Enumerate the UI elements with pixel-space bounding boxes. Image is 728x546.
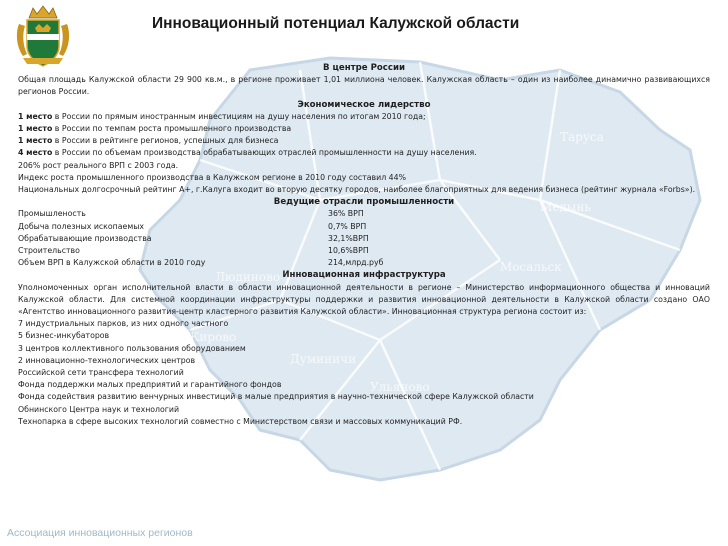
- infrastructure-item: Обнинского Центра наук и технологий: [18, 404, 180, 414]
- infrastructure-item: Технопарка в сфере высоких технологий совместно с Министерством связи и массовых коммуникаций РФ.: [18, 416, 463, 426]
- infrastructure-heading: Инновационная инфраструктура: [282, 270, 446, 281]
- map-label: Думиничи: [290, 352, 357, 366]
- infrastructure-item: 5 бизнес-инкубаторов: [18, 331, 110, 341]
- leadership-item: 1 место в России по темпам роста промышленного производства: [18, 124, 292, 134]
- industries-heading: Ведущие отрасли промышленности: [273, 197, 455, 208]
- coat-of-arms-icon: [13, 4, 73, 70]
- leadership-heading: Экономическое лидерство: [297, 99, 431, 110]
- vrp-growth: 206% рост реального ВРП с 2003 года.: [18, 160, 179, 170]
- industry-row: Строительство 10,6%ВРП: [18, 246, 369, 256]
- infrastructure-item: Фонда содействия развитию венчурных инвестиций в малые предприятия в научно-технической сфере Калужской области: [18, 392, 534, 402]
- map-label: Ульяново: [370, 380, 430, 394]
- industry-row: Добыча полезных ископаемых 0,7% ВРП: [18, 221, 367, 231]
- infrastructure-item: Фонда поддержки малых предприятий и гарантийного фондов: [18, 380, 282, 390]
- page-title: Инновационный потенциал Калужской области: [152, 15, 520, 32]
- map-label: Медынь: [540, 200, 591, 214]
- map-label: Мосальск: [500, 260, 562, 274]
- industry-row: Обрабатывающие производства 32,1%ВРП: [18, 233, 369, 243]
- infrastructure-intro: Уполномоченных орган исполнительной власти в области инновационной деятельности в регионе – Министерство информационного общества и инноваций Калужской области. Для системной координации инфраструктуры поддержки и развития инновационной деятельности в Калужской области создано ОАО «Агентство инновационного развития-центр кластерного развития Калужской области». Инновационная структура региона состоит из:: [18, 282, 710, 317]
- center-heading: В центре России: [322, 63, 406, 73]
- infrastructure-item: 2 инновационно-технологических центров: [18, 355, 196, 365]
- content-body: [18, 62, 710, 428]
- map-label: Таруса: [560, 130, 604, 144]
- industry-row: Объем ВРП в Калужской области в 2010 году 214,млрд.руб: [18, 258, 384, 268]
- leadership-item: 1 место в России по прямым иностранным инвестициям на душу населения по итогам 2010 года;: [18, 111, 426, 121]
- map-label: Людиново: [215, 270, 281, 284]
- industry-row: Промышленость 36% ВРП: [18, 209, 364, 219]
- infrastructure-item: Российской сети трансфера технологий: [18, 368, 184, 378]
- rating-text: Национальных долгосрочный рейтинг A+, г.Калуга входит во вторую десятку городов, наиболее благоприятных для ведения бизнеса (рейтинг журнала «Forbs»).: [18, 185, 696, 195]
- map-label: Кирово: [190, 330, 237, 344]
- leadership-item: 4 место в России по объемам производства обрабатывающих отраслей промышленности на душу населения.: [18, 148, 477, 158]
- footer-association: Ассоциация инновационных регионов: [7, 527, 193, 539]
- center-text: Общая площадь Калужской области 29 900 кв.м., в регионе проживает 1,01 миллиона человек. Калужская область – один из наиболее динамично развивающихся регионов России.: [18, 75, 710, 97]
- industrial-index: Индекс роста промышленного производства в Калужском регионе в 2010 году составил 44%: [18, 172, 406, 182]
- infrastructure-item: 7 индустриальных парков, из них одного частного: [18, 319, 229, 329]
- leadership-item: 1 место в России в рейтинге регионов, успешных для бизнеса: [18, 136, 279, 146]
- infrastructure-item: 3 центров коллективного пользования оборудованием: [18, 343, 246, 353]
